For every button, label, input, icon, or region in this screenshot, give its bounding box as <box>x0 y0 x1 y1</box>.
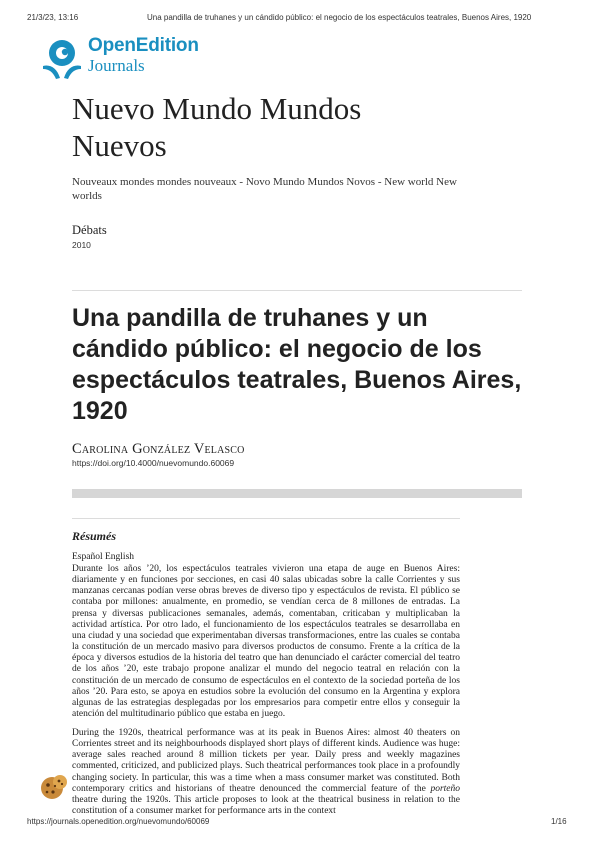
divider <box>72 518 460 519</box>
logo-name[interactable]: OpenEdition <box>88 35 199 56</box>
abstract-english <box>72 728 460 828</box>
journal-subtitle: Nouveaux mondes mondes nouveaux - Novo Mundo Mundos Novos - New world New worlds <box>72 176 457 202</box>
abstracts-heading: Résumés <box>72 529 117 543</box>
print-datetime: 21/3/23, 13:16 <box>27 13 79 22</box>
divider <box>72 290 522 291</box>
journal-title[interactable]: Nuevo Mundo Mundos Nuevos <box>72 91 362 163</box>
doi-link[interactable]: https://doi.org/10.4000/nuevomundo.60069 <box>72 458 235 468</box>
abstract-english-text-cont: theatre during the 1920s. This article proposes to look at the theatrical business in relation to the constitution of a consumer market for performance arts in the context <box>72 794 460 817</box>
abstract-spanish: Durante los años ’20, los espectáculos teatrales vivieron una etapa de auge en Buenos Aires: diariamente y en funciones por secciones, en casi 40 salas ubicadas sobre la calle Corrientes y sus manzanas cercanas podían verse obras breves de diverso tipo y espectáculos de revista. El público se contaba por millones: anualmente, en promedio, se vendían cerca de 8 millones de entradas. La prensa y diversas publicaciones semanales, además, comentaban, criticaban y multiplicaban la actividad artística. Por otro lado, el funcionamiento de los espectáculos teatrales se desarrollaba en una ciudad y una sociedad que experimentaban diversas transformaciones, entre las cuales se contaba la constitución de un mercado masivo para diversos productos de consumo. Frente a la crítica de la época y diversos estudios de la historia del teatro que han denunciado el carácter comercial del teatro de los años ’20, este trabajo propone analizar el mundo del negocio teatral en relación con la constitución de un mercado de consumo de espectáculos en el contexto de la sociedad porteña de los años ’20. Para esto, se apoya en estudios sobre la evolución del consumo en la Argentina y explora algunas de las estrategias desplegadas por los empresarios para competir entre ellos y conseguir la atención del multitudinario público que estaba en juego. <box>72 564 460 720</box>
article-title: Una pandilla de truhanes y un cándido público: el negocio de los espectáculos teatrales, Buenos Aires, 1920 <box>72 304 522 425</box>
gray-bar <box>72 489 522 498</box>
issue-year: 2010 <box>72 240 91 250</box>
section-name[interactable]: Débats <box>72 223 107 237</box>
page-number: 1/16 <box>551 817 567 826</box>
print-page-title: Una pandilla de truhanes y un cándido público: el negocio de los espectáculos teatrales, Buenos Aires, 1920 <box>147 13 532 22</box>
logo-subtitle[interactable]: Journals <box>88 56 145 75</box>
author-name[interactable]: Carolina González Velasco <box>72 441 245 457</box>
openedition-logo-icon[interactable] <box>40 37 84 81</box>
abstract-language-links[interactable]: Español English <box>72 552 135 562</box>
print-url: https://journals.openedition.org/nuevomundo/60069 <box>27 817 210 826</box>
cookie-icon[interactable] <box>39 772 69 802</box>
abstract-english-text: During the 1920s, theatrical performance was at its peak in Buenos Aires: almost 40 theaters on Corrientes street and its neighbourhoods displayed short plays of different kinds. Audience was huge: average sales reached around 8 million tickets per year. Daily press and weekly magazines commented, criticized, and publicized plays. Such theatrical performances took place in a profoundly changing society. In particular, this was a time when a mass consumer market was constituted. Both contemporary critics and historians of theatre denounced the commercial feature of the <box>72 728 460 794</box>
abstract-english-italic: porteño <box>430 783 460 794</box>
